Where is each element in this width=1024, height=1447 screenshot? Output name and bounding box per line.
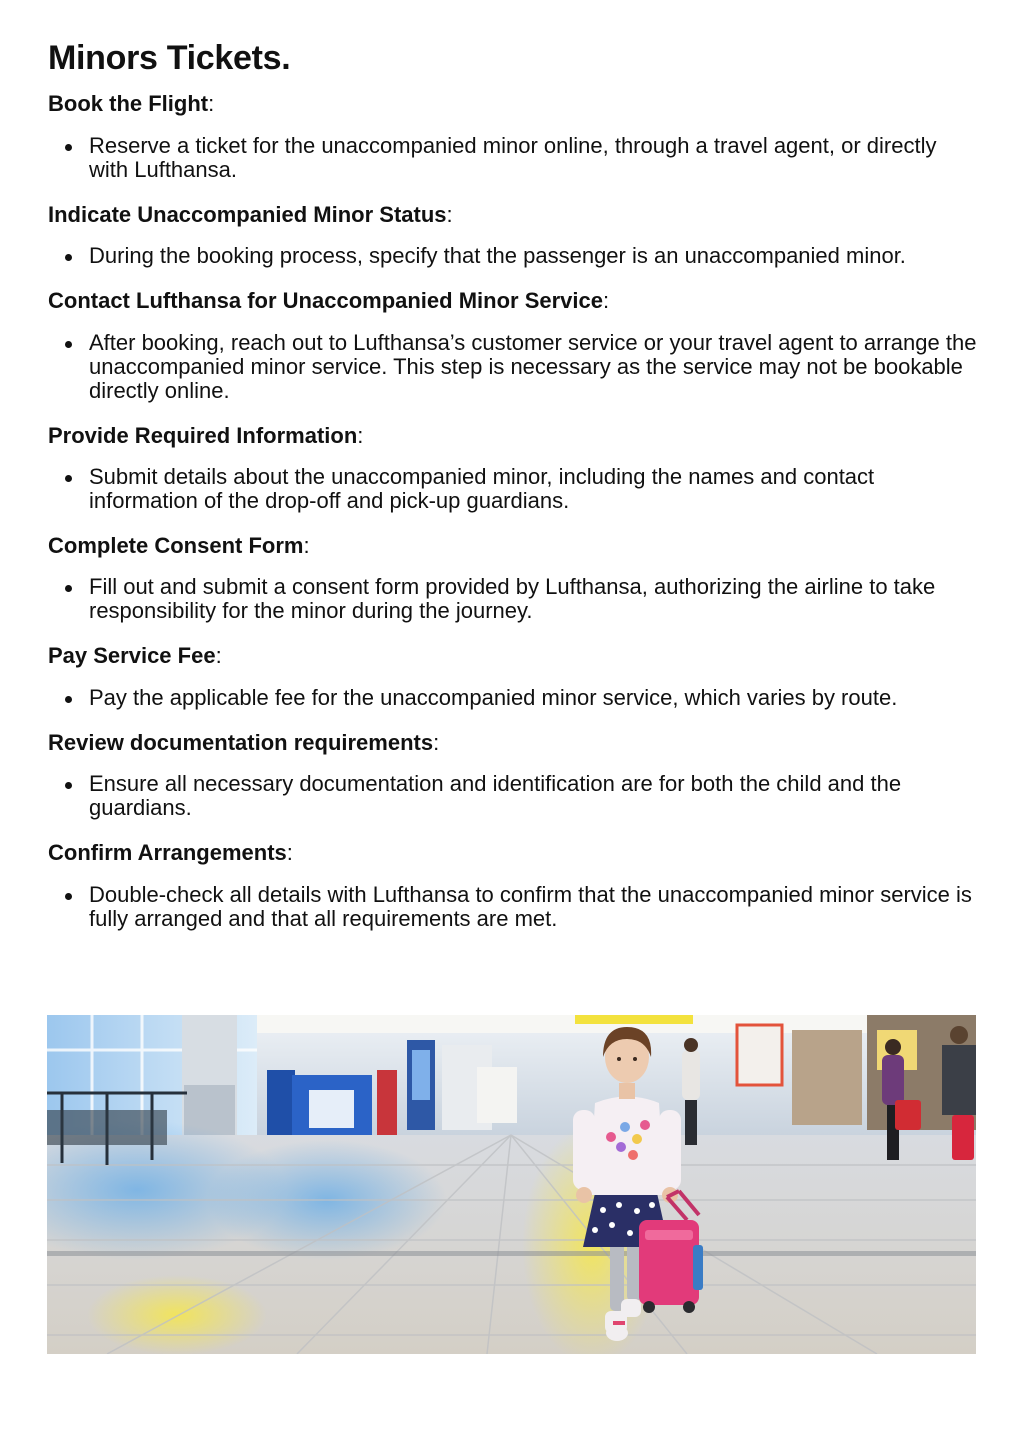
step-heading-text: Contact Lufthansa for Unaccompanied Minor Service xyxy=(48,288,603,314)
step-heading xyxy=(48,730,978,756)
step-heading-text: Review documentation requirements xyxy=(48,729,434,755)
step-heading-suffix: : xyxy=(286,840,293,866)
step-heading-suffix: : xyxy=(208,91,215,117)
step-list xyxy=(48,331,978,403)
step-heading-suffix: : xyxy=(215,643,222,669)
step-heading-text: Pay Service Fee xyxy=(48,643,216,669)
step-heading-suffix: : xyxy=(433,729,440,755)
step-bullet: Fill out and submit a consent form provided by Lufthansa, authorizing the airline to take responsibility for the minor during the journey. xyxy=(89,575,978,623)
airport-scene-illustration xyxy=(47,1015,976,1354)
step-list xyxy=(48,134,978,182)
step-bullet: Ensure all necessary documentation and identification are for both the child and the guardians. xyxy=(89,772,978,820)
step-heading-text: Complete Consent Form xyxy=(48,532,304,558)
step-bullet: Double-check all details with Lufthansa to confirm that the unaccompanied minor service is fully arranged and that all requirements are met. xyxy=(89,883,978,931)
step-heading-suffix: : xyxy=(357,422,364,448)
step-list xyxy=(48,686,978,710)
step-heading-suffix: : xyxy=(303,532,310,558)
step-list xyxy=(48,772,978,820)
step-list xyxy=(48,465,978,513)
step-heading xyxy=(48,643,978,669)
step-heading xyxy=(48,202,978,228)
step-list xyxy=(48,244,978,268)
step-heading xyxy=(48,533,978,559)
step-heading xyxy=(48,288,978,314)
step-list xyxy=(48,575,978,623)
page-title: Minors Tickets. xyxy=(48,39,291,77)
document-content xyxy=(48,40,978,951)
step-heading-text: Book the Flight xyxy=(48,91,209,117)
step-heading xyxy=(48,423,978,449)
step-list xyxy=(48,883,978,931)
step-heading-text: Confirm Arrangements xyxy=(48,840,287,866)
step-bullet: Reserve a ticket for the unaccompanied minor online, through a travel agent, or directly with Lufthansa. xyxy=(89,134,978,182)
step-heading-suffix: : xyxy=(446,201,453,227)
step-heading xyxy=(48,840,978,866)
step-heading-text: Provide Required Information xyxy=(48,422,358,448)
airport-child-photo xyxy=(47,1015,976,1354)
step-bullet: During the booking process, specify that the passenger is an unaccompanied minor. xyxy=(89,244,978,268)
step-bullet: After booking, reach out to Lufthansa’s customer service or your travel agent to arrange the unaccompanied minor service. This step is necessary as the service may not be bookable directly online. xyxy=(89,329,977,403)
step-heading xyxy=(48,91,978,117)
step-heading-text: Indicate Unaccompanied Minor Status xyxy=(48,201,447,227)
step-bullet: Pay the applicable fee for the unaccompanied minor service, which varies by route. xyxy=(89,686,978,710)
step-heading-suffix: : xyxy=(602,288,610,314)
step-bullet: Submit details about the unaccompanied minor, including the names and contact information of the drop-off and pick-up guardians. xyxy=(89,465,978,513)
